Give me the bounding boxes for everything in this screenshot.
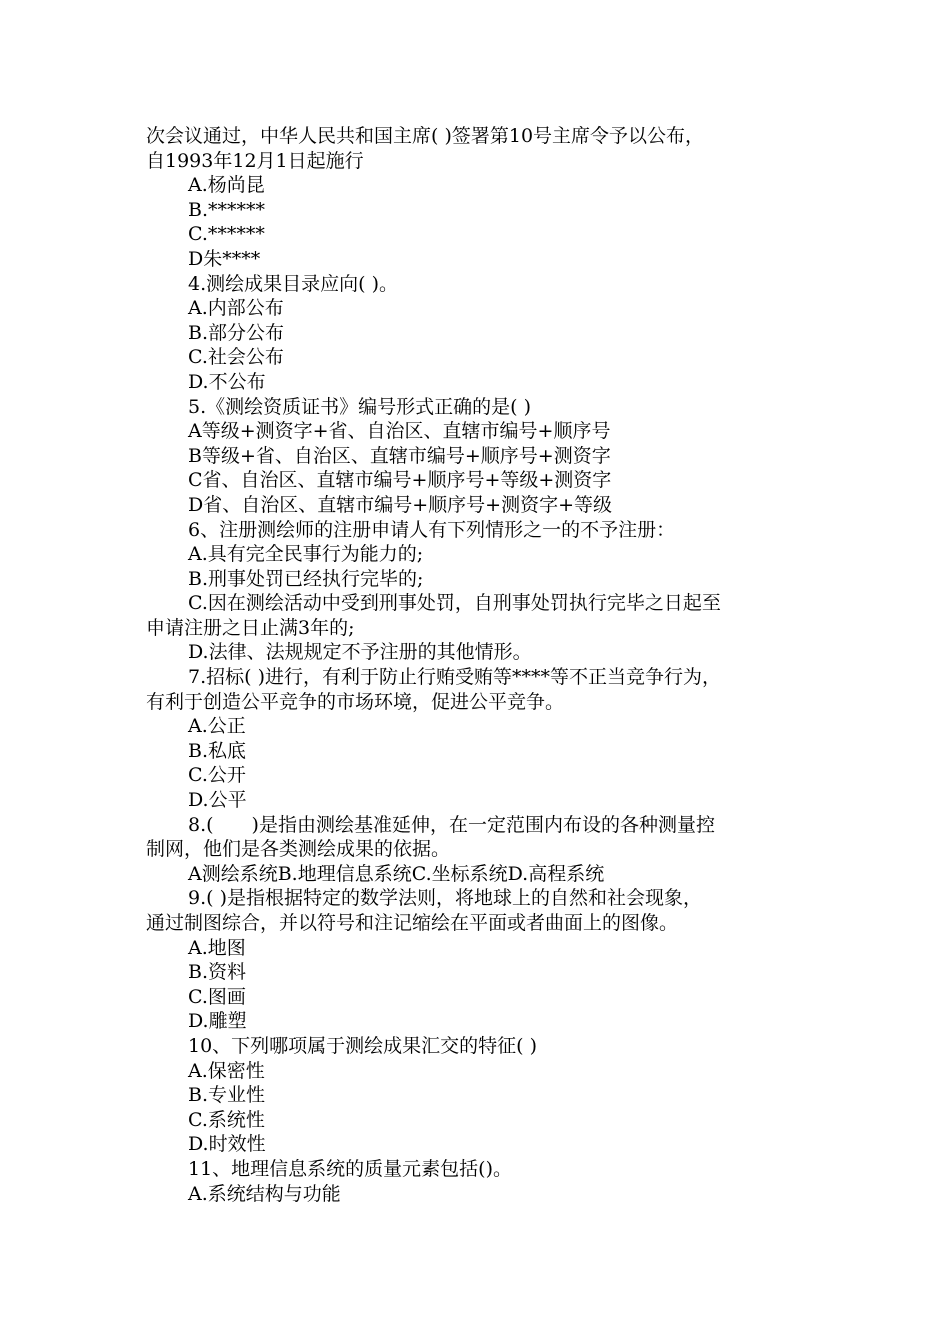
text-line: C省、自治区、直辖市编号+顺序号+等级+测资字 xyxy=(188,469,612,492)
text-line: C.图画 xyxy=(188,985,246,1008)
text-line: B.专业性 xyxy=(188,1084,266,1107)
document-body xyxy=(146,124,826,1206)
text-line: B等级+省、自治区、直辖市编号+顺序号+测资字 xyxy=(188,444,611,467)
text-line: 7.招标( )进行，有利于防止行贿受贿等****等不正当竞争行为， xyxy=(188,666,721,689)
text-line: 自1993年12月1日起施行 xyxy=(146,149,364,172)
text-line: B.部分公布 xyxy=(188,321,285,344)
text-line: C.因在测绘活动中受到刑事处罚，自刑事处罚执行完毕之日起至 xyxy=(188,592,721,615)
text-line: 6、注册测绘师的注册申请人有下列情形之一的不予注册： xyxy=(188,518,676,541)
text-line: D.不公布 xyxy=(188,370,266,393)
text-line: C.系统性 xyxy=(188,1108,265,1131)
text-line: D.公平 xyxy=(188,789,247,812)
text-line: D朱**** xyxy=(188,247,261,270)
text-line: A.内部公布 xyxy=(188,297,284,320)
text-line: 制网，他们是各类测绘成果的依据。 xyxy=(146,838,451,861)
text-line: 9.( )是指根据特定的数学法则，将地球上的自然和社会现象， xyxy=(188,887,702,910)
text-line: C.公开 xyxy=(188,764,246,787)
text-line: A测绘系统B.地理信息系统C.坐标系统D.高程系统 xyxy=(188,862,605,885)
text-line: A.具有完全民事行为能力的; xyxy=(188,543,424,566)
text-line: 5.《测绘资质证书》编号形式正确的是( ) xyxy=(188,395,531,418)
text-line: D.时效性 xyxy=(188,1133,266,1156)
text-line: 通过制图综合，并以符号和注记缩绘在平面或者曲面上的图像。 xyxy=(146,912,679,934)
text-line: 申请注册之日止满3年的; xyxy=(146,616,355,639)
text-line: B.刑事处罚已经执行完毕的; xyxy=(188,567,424,590)
text-line: C.社会公布 xyxy=(188,346,284,369)
text-line: A.杨尚昆 xyxy=(188,174,265,197)
text-line: A等级+测资字+省、自治区、直辖市编号+顺序号 xyxy=(188,420,611,443)
text-line: 有利于创造公平竞争的市场环境，促进公平竞争。 xyxy=(146,690,565,713)
text-line: B.****** xyxy=(188,198,266,221)
text-line: B.私底 xyxy=(188,739,247,762)
text-line: A.系统结构与功能 xyxy=(188,1182,341,1205)
text-line: A.地图 xyxy=(188,936,246,959)
text-line: 次会议通过，中华人民共和国主席( )签署第10号主席令予以公布， xyxy=(146,125,705,147)
text-line: 11、地理信息系统的质量元素包括()。 xyxy=(188,1157,513,1180)
text-line: A.公正 xyxy=(188,715,246,738)
text-line: D.法律、法规规定不予注册的其他情形。 xyxy=(188,641,532,664)
text-line: 4.测绘成果目录应向( )。 xyxy=(188,272,398,295)
text-line: 10、下列哪项属于测绘成果汇交的特征( ) xyxy=(188,1034,538,1057)
text-line: D.雕塑 xyxy=(188,1010,247,1033)
text-line: A.保密性 xyxy=(188,1059,265,1082)
text-line: B.资料 xyxy=(188,961,247,984)
text-line: C.****** xyxy=(188,223,265,246)
text-line: 8.( )是指由测绘基准延伸，在一定范围内布设的各种测量控 xyxy=(188,813,715,836)
text-line: D省、自治区、直辖市编号+顺序号+测资字+等级 xyxy=(188,493,612,516)
